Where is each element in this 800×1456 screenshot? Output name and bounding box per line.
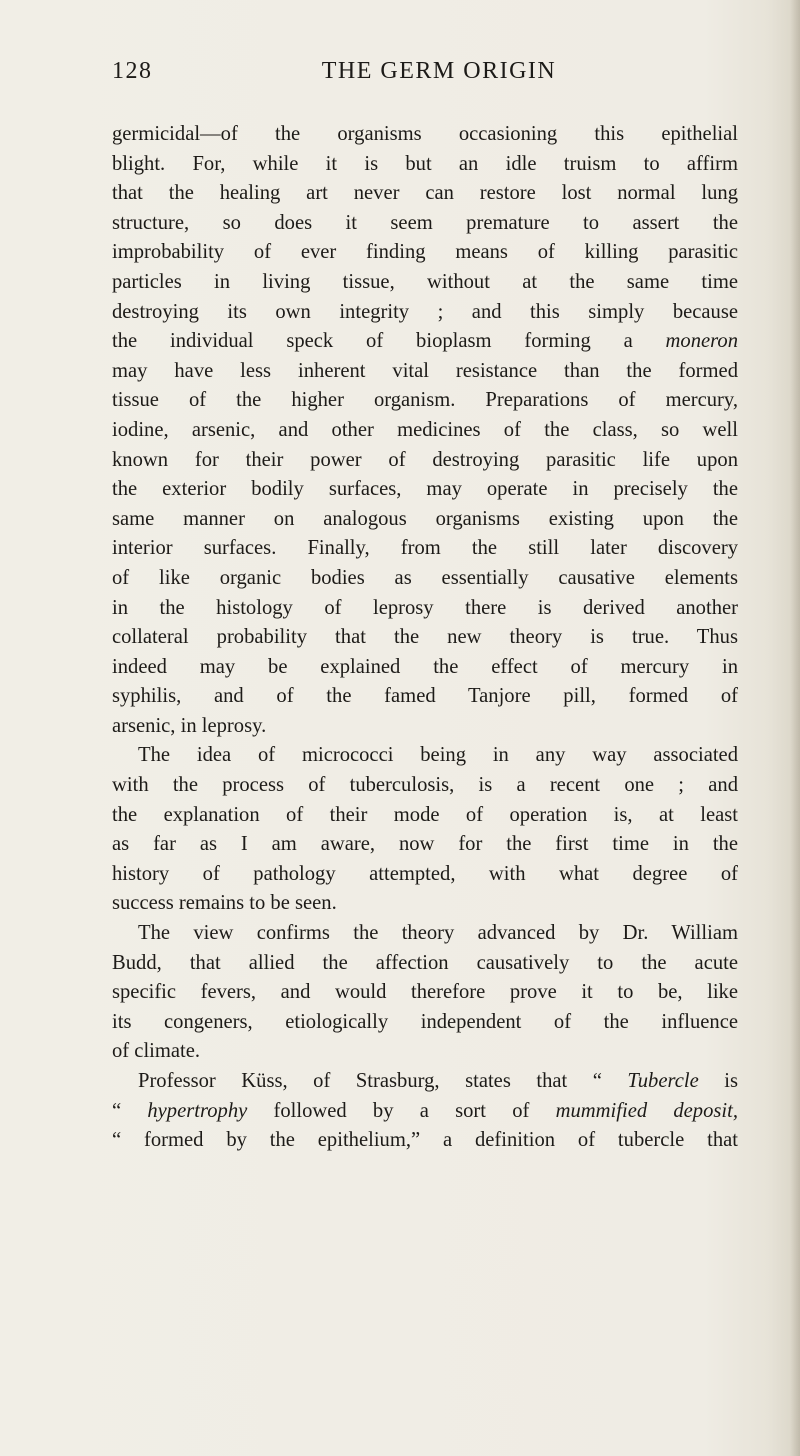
text-segment: “ xyxy=(112,1099,148,1122)
text-segment: followed by a sort of xyxy=(247,1099,556,1122)
paragraph-start-line xyxy=(112,1067,738,1097)
paragraph-end-line: arsenic, in leprosy. xyxy=(112,714,267,737)
italic-term: moneron xyxy=(665,330,738,353)
text-line: blight. For, while it is but an idle truism to affirm xyxy=(112,152,738,175)
text-line: may have less inherent vital resistance than the formed xyxy=(112,359,738,382)
text-line: destroying its own integrity ; and this simply because xyxy=(112,300,738,323)
italic-term: Tubercle xyxy=(627,1070,699,1092)
text-line: improbability of ever finding means of killing parasitic xyxy=(112,241,738,264)
text-line: history of pathology attempted, with what degree of xyxy=(112,862,738,885)
text-line: the explanation of their mode of operation is, at least xyxy=(112,803,738,826)
paragraph-end-line: success remains to be seen. xyxy=(112,892,337,915)
text-line: its congeners, etiologically independent of the influence xyxy=(112,1010,738,1033)
text-line xyxy=(112,327,738,357)
paragraph-end-line: of climate. xyxy=(112,1040,201,1063)
text-line: iodine, arsenic, and other medicines of the class, so well xyxy=(112,418,738,441)
text-line: of like organic bodies as essentially causative elements xyxy=(112,566,738,589)
text-line: as far as I am aware, now for the first time in the xyxy=(112,833,738,856)
text-line: in the histology of leprosy there is derived another xyxy=(112,596,738,619)
body-text xyxy=(112,120,738,1156)
text-line: specific fevers, and would therefore prove it to be, like xyxy=(112,981,738,1004)
page-header xyxy=(112,58,738,92)
text-line: syphilis, and of the famed Tanjore pill, formed of xyxy=(112,685,738,708)
text-segment: Professor Küss, of Strasburg, states that “ xyxy=(138,1070,628,1092)
text-line: that the healing art never can restore lost normal lung xyxy=(112,182,738,205)
text-line: germicidal—of the organisms occasioning this epithelial xyxy=(112,123,738,145)
text-segment: the individual speck of bioplasm forming a xyxy=(112,330,666,353)
text-line: “ formed by the epithelium,” a definition of tubercle that xyxy=(112,1129,738,1152)
italic-term: hypertrophy xyxy=(147,1099,248,1122)
text-line: indeed may be explained the effect of mercury in xyxy=(112,655,738,678)
running-head: THE GERM ORIGIN xyxy=(321,58,557,84)
text-line: with the process of tuberculosis, is a recent one ; and xyxy=(112,774,738,797)
page-edge-shadow xyxy=(790,0,800,1456)
paragraph-start-line: The idea of micrococci being in any way associated xyxy=(138,744,738,767)
text-line: Budd, that allied the affection causatively to the acute xyxy=(112,951,738,974)
text-line xyxy=(112,1097,738,1127)
text-line: interior surfaces. Finally, from the still later discovery xyxy=(112,537,738,560)
text-line: structure, so does it seem premature to assert the xyxy=(112,211,738,234)
text-line: same manner on analogous organisms existing upon the xyxy=(112,507,738,530)
paragraph-start-line: The view confirms the theory advanced by Dr. William xyxy=(138,922,738,945)
text-segment: is xyxy=(698,1070,738,1092)
text-line: the exterior bodily surfaces, may operate in precisely the xyxy=(112,478,738,501)
text-line: particles in living tissue, without at the same time xyxy=(112,270,738,293)
text-line: tissue of the higher organism. Preparations of mercury, xyxy=(112,389,738,412)
italic-term: mummified deposit, xyxy=(555,1099,739,1122)
text-line: collateral probability that the new theory is true. Thus xyxy=(112,626,738,649)
text-line: known for their power of destroying parasitic life upon xyxy=(112,448,738,471)
page-number: 128 xyxy=(112,58,153,84)
